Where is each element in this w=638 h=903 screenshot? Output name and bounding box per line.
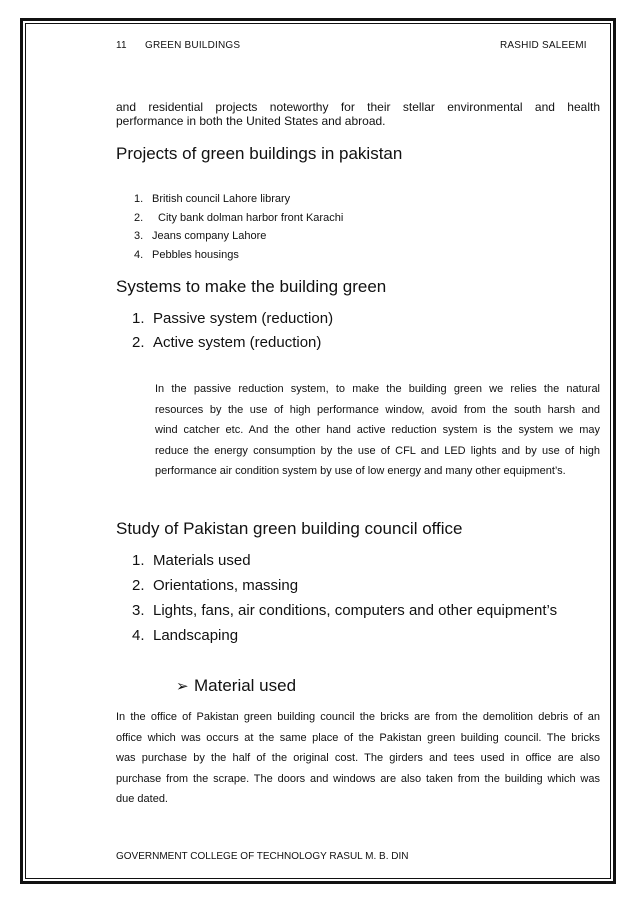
projects-list	[134, 193, 534, 273]
paragraph-line: due dated.	[116, 793, 168, 805]
header-author: RASHID SALEEMI	[500, 40, 587, 51]
list-item: 4. Landscaping	[132, 627, 239, 644]
paragraph-line: office which was occurs at the same place of the Pakistan green building council. The bricks	[116, 731, 600, 744]
study-list	[132, 552, 612, 652]
paragraph-line: In the office of Pakistan green building council the bricks are from the demolition debris of an	[116, 711, 600, 723]
intro-line-1: and residential projects noteworthy for their stellar environmental and health	[116, 100, 600, 114]
list-item: 3. Jeans company Lahore	[134, 230, 267, 242]
systems-list	[132, 310, 532, 360]
list-item: 2. Orientations, massing	[132, 577, 299, 594]
intro-line-2: performance in both the United States and abroad.	[116, 114, 386, 128]
projects-heading: Projects of green buildings in pakistan	[116, 144, 403, 163]
paragraph-line: resources by the use of high performance window, avoid from the south harsh and	[155, 403, 600, 416]
material-paragraph	[116, 707, 600, 810]
paragraph-line: performance air condition system by use of low energy and many other equipment’s.	[155, 465, 566, 477]
header-title: GREEN BUILDINGS	[145, 40, 241, 51]
paragraph-line: reduce the energy consumption by the use of CFL and LED lights and by use of high	[155, 444, 600, 457]
paragraph-line: purchase from the scrape. The doors and windows are also taken from the building which was	[116, 772, 600, 785]
list-item: 4. Pebbles housings	[134, 249, 239, 261]
list-item: 1. Materials used	[132, 552, 251, 569]
systems-paragraph	[155, 379, 600, 482]
study-heading: Study of Pakistan green building council office	[116, 519, 463, 538]
list-item: 1. British council Lahore library	[134, 193, 291, 205]
list-item: 2. Active system (reduction)	[132, 334, 322, 351]
paragraph-line: In the passive reduction system, to make the building green we relies the natural	[155, 383, 600, 395]
list-item: 2. City bank dolman harbor front Karachi	[134, 212, 344, 224]
material-heading: Material used	[194, 676, 297, 695]
paragraph-line: wind catcher etc. And the other hand active reduction system is the system we may	[155, 424, 600, 436]
footer-text: GOVERNMENT COLLEGE OF TECHNOLOGY RASUL M. B. DIN	[116, 851, 409, 862]
systems-heading: Systems to make the building green	[116, 277, 387, 296]
list-item: 3. Lights, fans, air conditions, computers and other equipment’s	[132, 602, 558, 619]
arrow-bullet-icon: ➢	[176, 678, 189, 695]
page-number: 11	[116, 40, 127, 51]
paragraph-line: was purchase by the half of the original cost. The girders and tees used in office are also	[116, 752, 600, 764]
list-item: 1. Passive system (reduction)	[132, 310, 334, 327]
